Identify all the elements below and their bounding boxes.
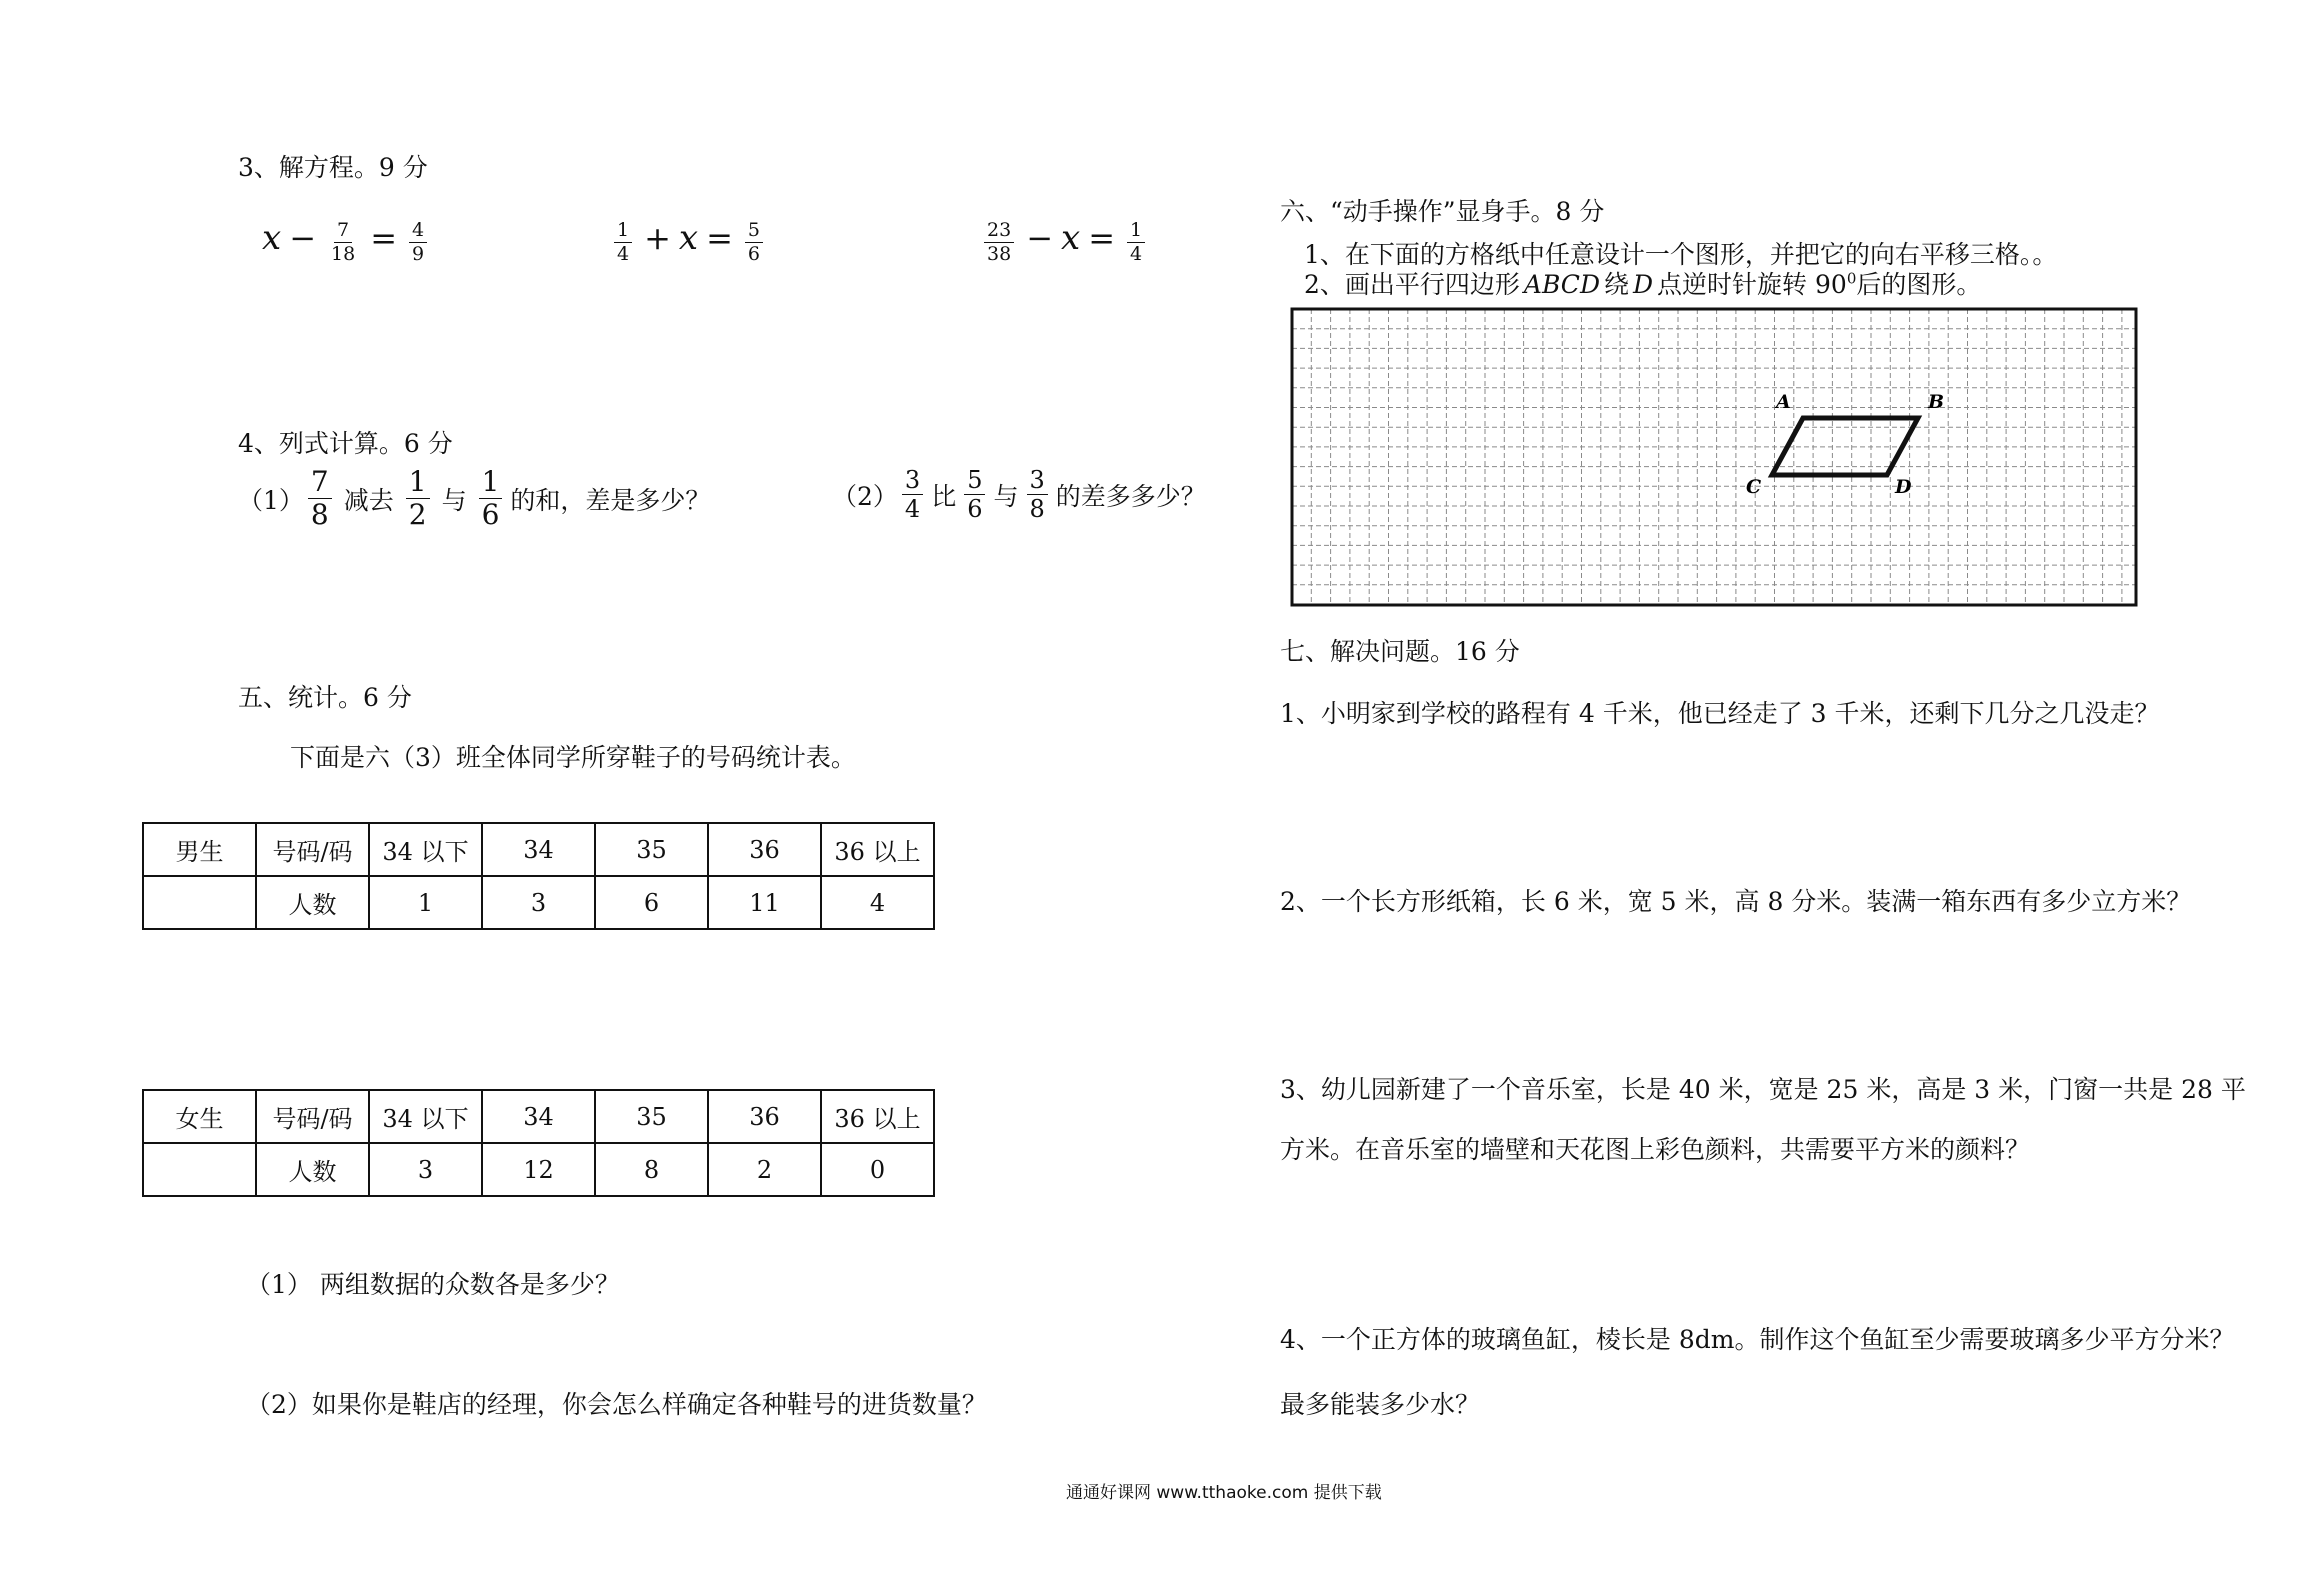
problem-3-line1: 3、幼儿园新建了一个音乐室，长是 40 米，宽是 25 米，高是 3 米，门窗一共是 28 平 (1280, 1075, 2246, 1104)
problem-4-line1: 4、一个正方体的玻璃鱼缸，棱长是 8dm。制作这个鱼缸至少需要玻璃多少平方分米？ (1280, 1325, 2235, 1354)
grid-border (1292, 309, 2136, 605)
table-row: 人数 3 12 8 2 0 (143, 1143, 934, 1196)
equation-3: $\frac{23}{38}$ − x = $\frac{1}{4}$ (980, 218, 1149, 264)
label-a: A (1776, 391, 1791, 413)
boys-shoe-size-table (142, 822, 935, 930)
section5-title: 五、统计。6 分 (238, 683, 412, 712)
label-d: D (1895, 476, 1912, 498)
section7-title: 七、解决问题。16 分 (1280, 637, 1520, 666)
calc-question-2: （2） $\frac{3}{4}$ 比 $\frac{5}{6}$ 与 $\frac{3}{8}$ 的差多多少？ (832, 466, 1206, 523)
equation-2: $\frac{1}{4}$ + x = $\frac{5}{6}$ (610, 218, 767, 264)
problem-2: 2、一个长方形纸箱，长 6 米，宽 5 米，高 8 分米。装满一箱东西有多少立方米？ (1280, 887, 2192, 916)
operation-item-2: 2、画出平行四边形 ABCD 绕 D 点逆时针旋转 $90^0$后的图形。 (1304, 269, 1982, 299)
table-row: 男生 号码/码 34 以下 34 35 36 36 以上 (143, 823, 934, 876)
section6-title: 六、“动手操作”显身手。8 分 (1280, 197, 1605, 226)
girls-shoe-size-table (142, 1089, 935, 1197)
section3-title: 3、解方程。9 分 (238, 153, 428, 182)
statistics-question-1: （1） 两组数据的众数各是多少？ (246, 1270, 620, 1299)
grid-paper[interactable] (1290, 307, 2138, 607)
equation-1: x − $\frac{7}{18}$ = $\frac{4}{9}$ (262, 218, 431, 264)
section4-title: 4、列式计算。6 分 (238, 429, 453, 458)
problem-3-line2: 方米。在音乐室的墙壁和天花图上彩色颜料，共需要平方米的颜料？ (1280, 1135, 2031, 1164)
footer-source: 通通好课网 www.tthaoke.com 提供下载 (1066, 1483, 1382, 1503)
problem-4-line2: 最多能装多少水？ (1280, 1390, 1481, 1419)
problem-1: 1、小明家到学校的路程有 4 千米，他已经走了 3 千米，还剩下几分之几没走？ (1280, 699, 2160, 728)
calc-question-1: （1） $\frac{7}{8}$ 减去 $\frac{1}{2}$ 与 $\frac{1}{6}$ 的和，差是多少？ (238, 465, 711, 531)
table-row: 女生 号码/码 34 以下 34 35 36 36 以上 (143, 1090, 934, 1143)
label-b: B (1928, 391, 1945, 413)
table-row: 人数 1 3 6 11 4 (143, 876, 934, 929)
section5-intro: 下面是六（3）班全体同学所穿鞋子的号码统计表。 (290, 743, 856, 772)
operation-item-1: 1、在下面的方格纸中任意设计一个图形，并把它的向右平移三格。。 (1304, 240, 2058, 269)
statistics-question-2: （2）如果你是鞋店的经理，你会怎么样确定各种鞋号的进货数量？ (246, 1390, 987, 1419)
label-c: C (1746, 476, 1762, 498)
